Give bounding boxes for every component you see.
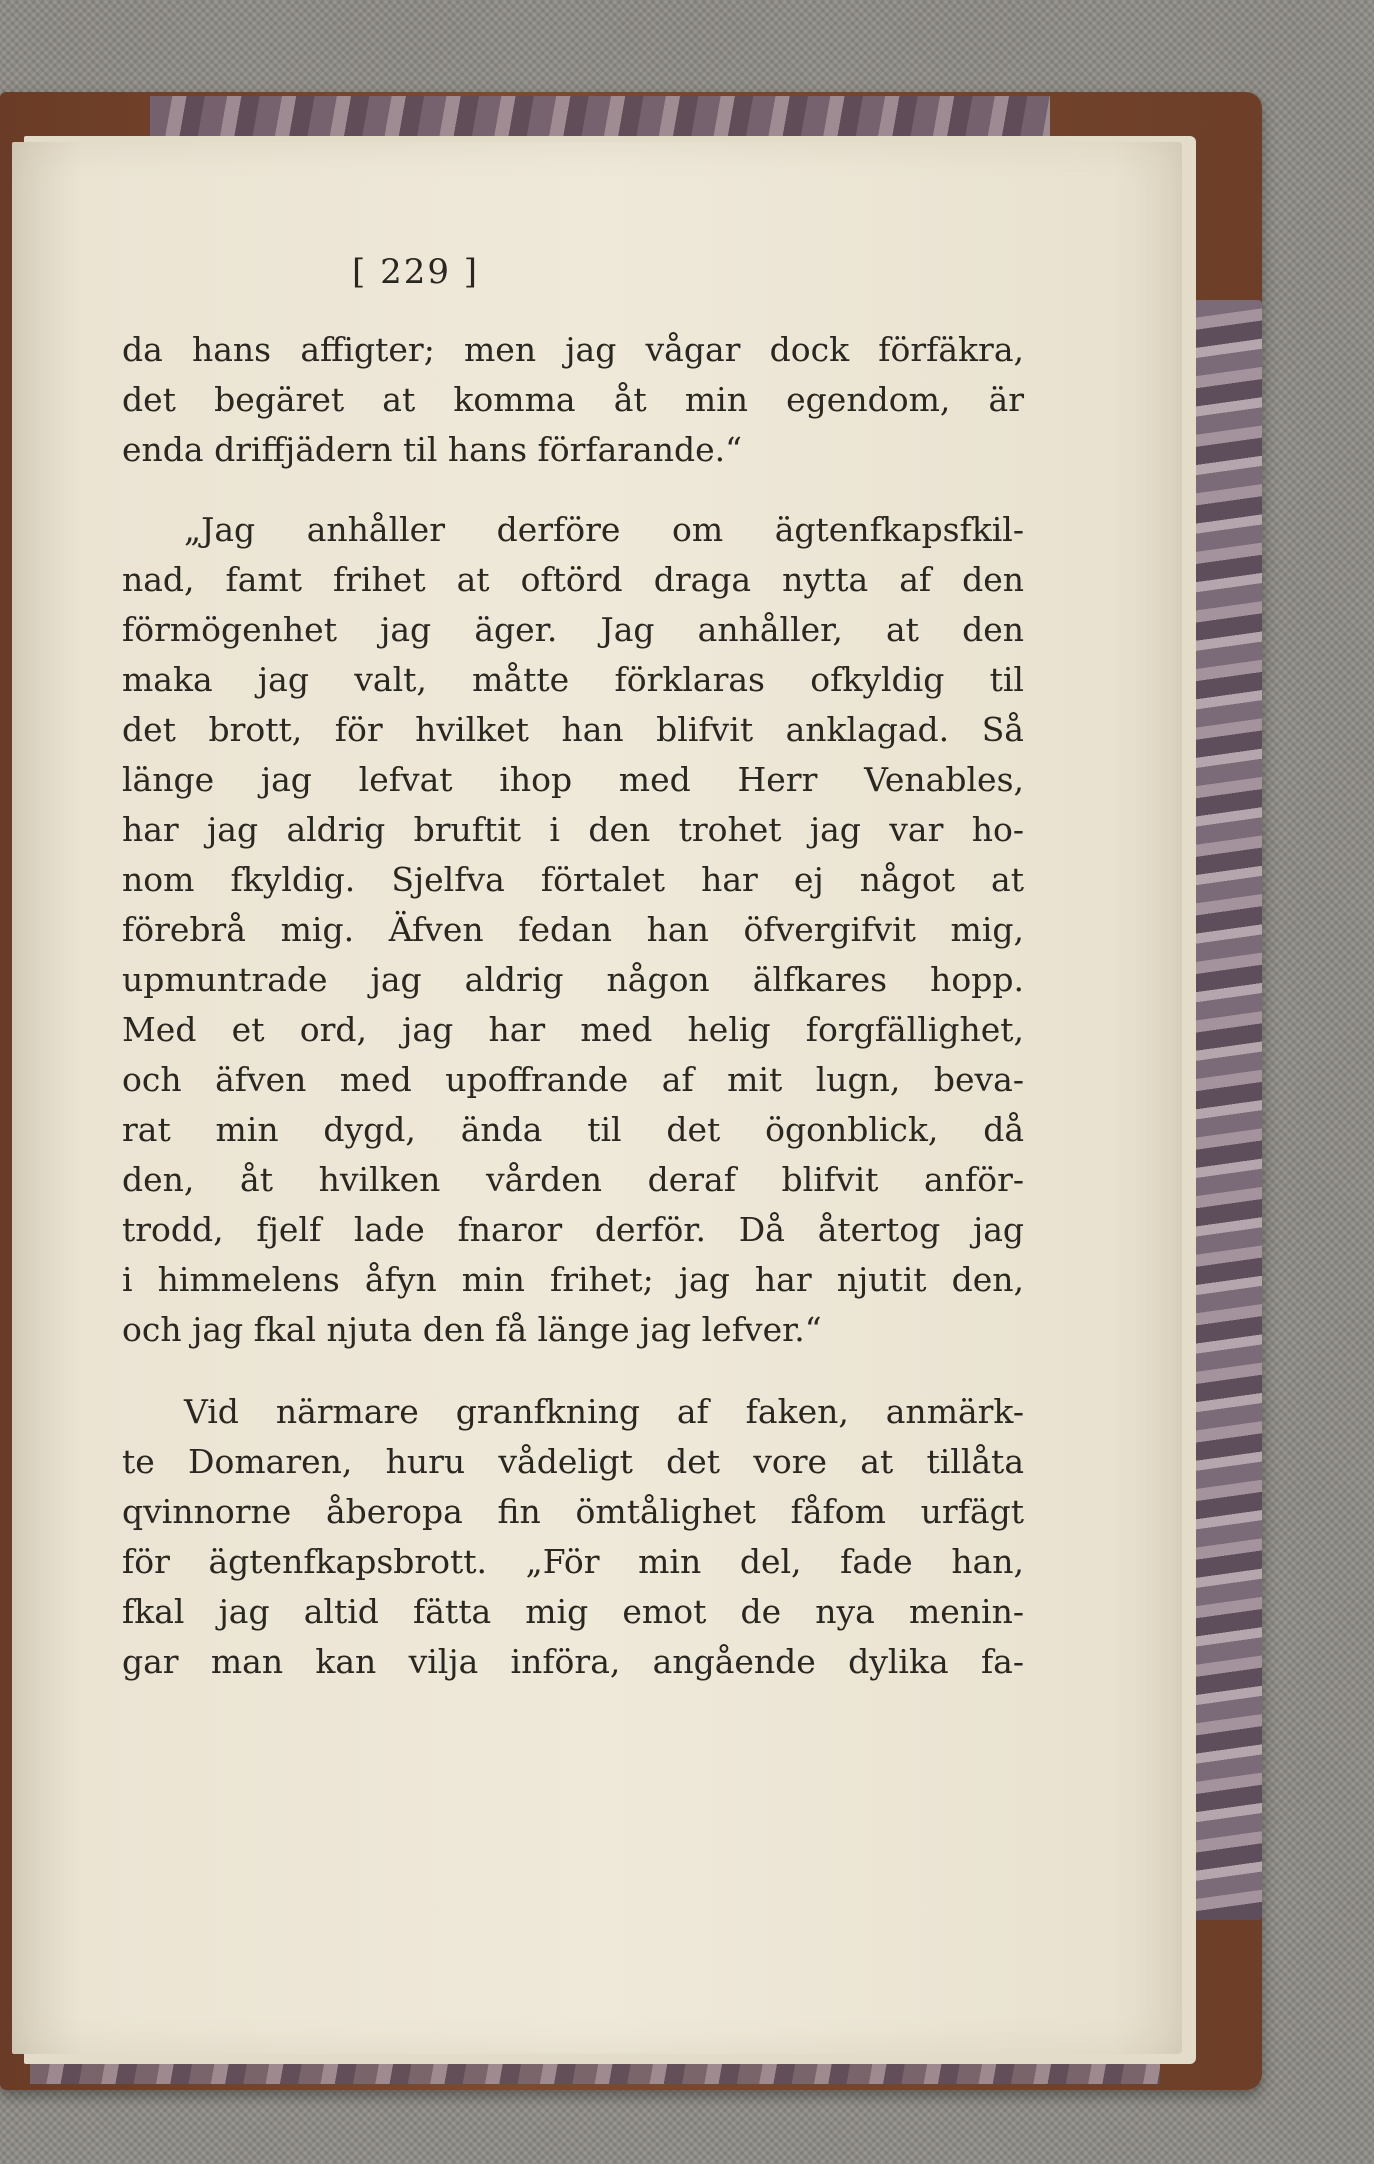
text-line: upmuntrade jag aldrig någon älfkares hopp. xyxy=(122,960,1024,999)
text-line: „Jag anhåller derföre om ägtenfkapsfkil- xyxy=(184,510,1024,549)
text-line: rat min dygd, ända til det ögonblick, då xyxy=(122,1110,1024,1149)
text-line: qvinnorne åberopa fin ömtålighet fåfom urfägt xyxy=(122,1492,1024,1531)
text-line: nom fkyldig. Sjelfva förtalet har ej något at xyxy=(122,860,1024,899)
text-line: da hans affigter; men jag vågar dock förfäkra, xyxy=(122,330,1024,369)
text-line: Med et ord, jag har med helig forgfällighet, xyxy=(122,1010,1024,1049)
text-line: enda driffjädern til hans förfarande.“ xyxy=(122,430,742,469)
text-line: gar man kan vilja införa, angående dylika fa- xyxy=(122,1642,1024,1681)
marbled-top-edge xyxy=(150,96,1050,138)
text-line: nad, famt frihet at oftörd draga nytta af den xyxy=(122,560,1024,599)
text-line: i himmelens åfyn min frihet; jag har njutit den, xyxy=(122,1260,1024,1299)
book-page xyxy=(12,142,1182,2054)
text-line: te Domaren, huru vådeligt det vore at tillåta xyxy=(122,1442,1024,1481)
text-line: länge jag lefvat ihop med Herr Venables, xyxy=(122,760,1024,799)
marbled-fore-edge xyxy=(1192,300,1262,1920)
page-number: [ 229 ] xyxy=(352,252,480,292)
text-line: det brott, för hvilket han blifvit anklagad. Så xyxy=(122,710,1024,749)
text-line: förebrå mig. Äfven fedan han öfvergifvit mig, xyxy=(122,910,1024,949)
text-line: fkal jag altid fätta mig emot de nya menin- xyxy=(122,1592,1024,1631)
text-line: för ägtenfkapsbrott. „För min del, fade han, xyxy=(122,1542,1024,1581)
text-line: förmögenhet jag äger. Jag anhåller, at den xyxy=(122,610,1024,649)
text-line: har jag aldrig bruftit i den trohet jag var ho- xyxy=(122,810,1024,849)
text-line: och äfven med upoffrande af mit lugn, beva- xyxy=(122,1060,1024,1099)
text-line: maka jag valt, måtte förklaras ofkyldig til xyxy=(122,660,1024,699)
text-line: och jag fkal njuta den få länge jag lefver.“ xyxy=(122,1310,822,1349)
text-line: trodd, fjelf lade fnaror derför. Då återtog jag xyxy=(122,1210,1024,1249)
text-line: Vid närmare granfkning af faken, anmärk- xyxy=(184,1392,1024,1431)
text-line: den, åt hvilken vården deraf blifvit anför- xyxy=(122,1160,1024,1199)
text-line: det begäret at komma åt min egendom, är xyxy=(122,380,1024,419)
